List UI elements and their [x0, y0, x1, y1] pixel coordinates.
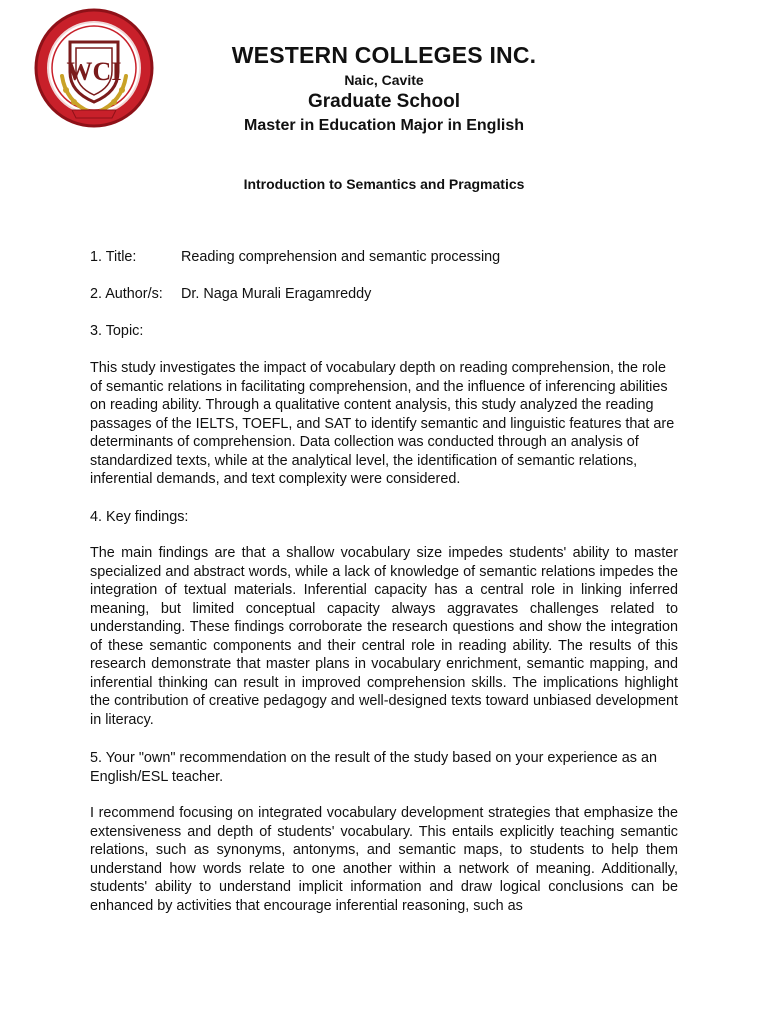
title-value: Reading comprehension and semantic processing	[181, 249, 501, 265]
findings-label: 4. Key findings:	[90, 509, 189, 525]
topic-paragraph: This study investigates the impact of vocabulary depth on reading comprehension, the role of semantic relations in facilitating comprehension, and the influence of inferencing abilities on reading ability. Through a qualitative content analysis, this study analyzed the reading passages of the IELTS, TOEFL, and SAT to identify semantic and linguistic features that are determinants of comprehension. Data collection was conducted through an analysis of standardized texts, while at the analytical level, the identification of semantic relations, inferential demands, and text complexity were considered.	[90, 360, 675, 487]
author-row	[90, 285, 678, 304]
title-label: 1. Title:	[90, 249, 137, 265]
title-row	[90, 248, 678, 267]
topic-label: 3. Topic:	[90, 323, 144, 339]
program-heading: Master in Education Major in English	[243, 117, 525, 134]
graduate-school-heading: Graduate School	[307, 91, 461, 112]
author-value: Dr. Naga Murali Eragamreddy	[181, 286, 372, 302]
school-name: WESTERN COLLEGES INC.	[231, 42, 537, 68]
logo-lettering: WCI	[66, 57, 122, 86]
course-title: Introduction to Semantics and Pragmatics	[243, 176, 525, 192]
school-location: Naic, Cavite	[344, 72, 424, 88]
findings-paragraph: The main findings are that a shallow vocabulary size impedes students' ability to master specialized and abstract words, while a lack of knowledge of semantic relations impedes the integration of textual materials. Inferential capacity has a central role in linking inferred meaning, but limited conceptual capacity always aggravates challenges related to understanding. These findings corroborate the research questions and show the integration of these semantic components and their central role in reading ability. The results of this research demonstrate that master plans in vocabulary enrichment, semantic mapping, and inferential thinking can result in improved comprehension skills. The implications highlight the contribution of creative pedagogy and well-designed texts toward unbiased development in literacy.	[90, 545, 678, 728]
author-label: 2. Author/s:	[90, 286, 163, 302]
recommendation-paragraph: I recommend focusing on integrated vocabulary development strategies that emphasize the extensiveness and depth of students' vocabulary. This entails explicitly teaching semantic relations, such as synonyms, antonyms, and semantic maps, to students to help them understand how words relate to one another within a network of meaning. Additionally, students' ability to understand implicit information and draw logical conclusions can be enhanced by activities that encourage inferential reasoning, such as	[90, 805, 678, 914]
recommendation-label: 5. Your "own" recommendation on the result of the study based on your experience as an English/ESL teacher.	[90, 750, 658, 785]
